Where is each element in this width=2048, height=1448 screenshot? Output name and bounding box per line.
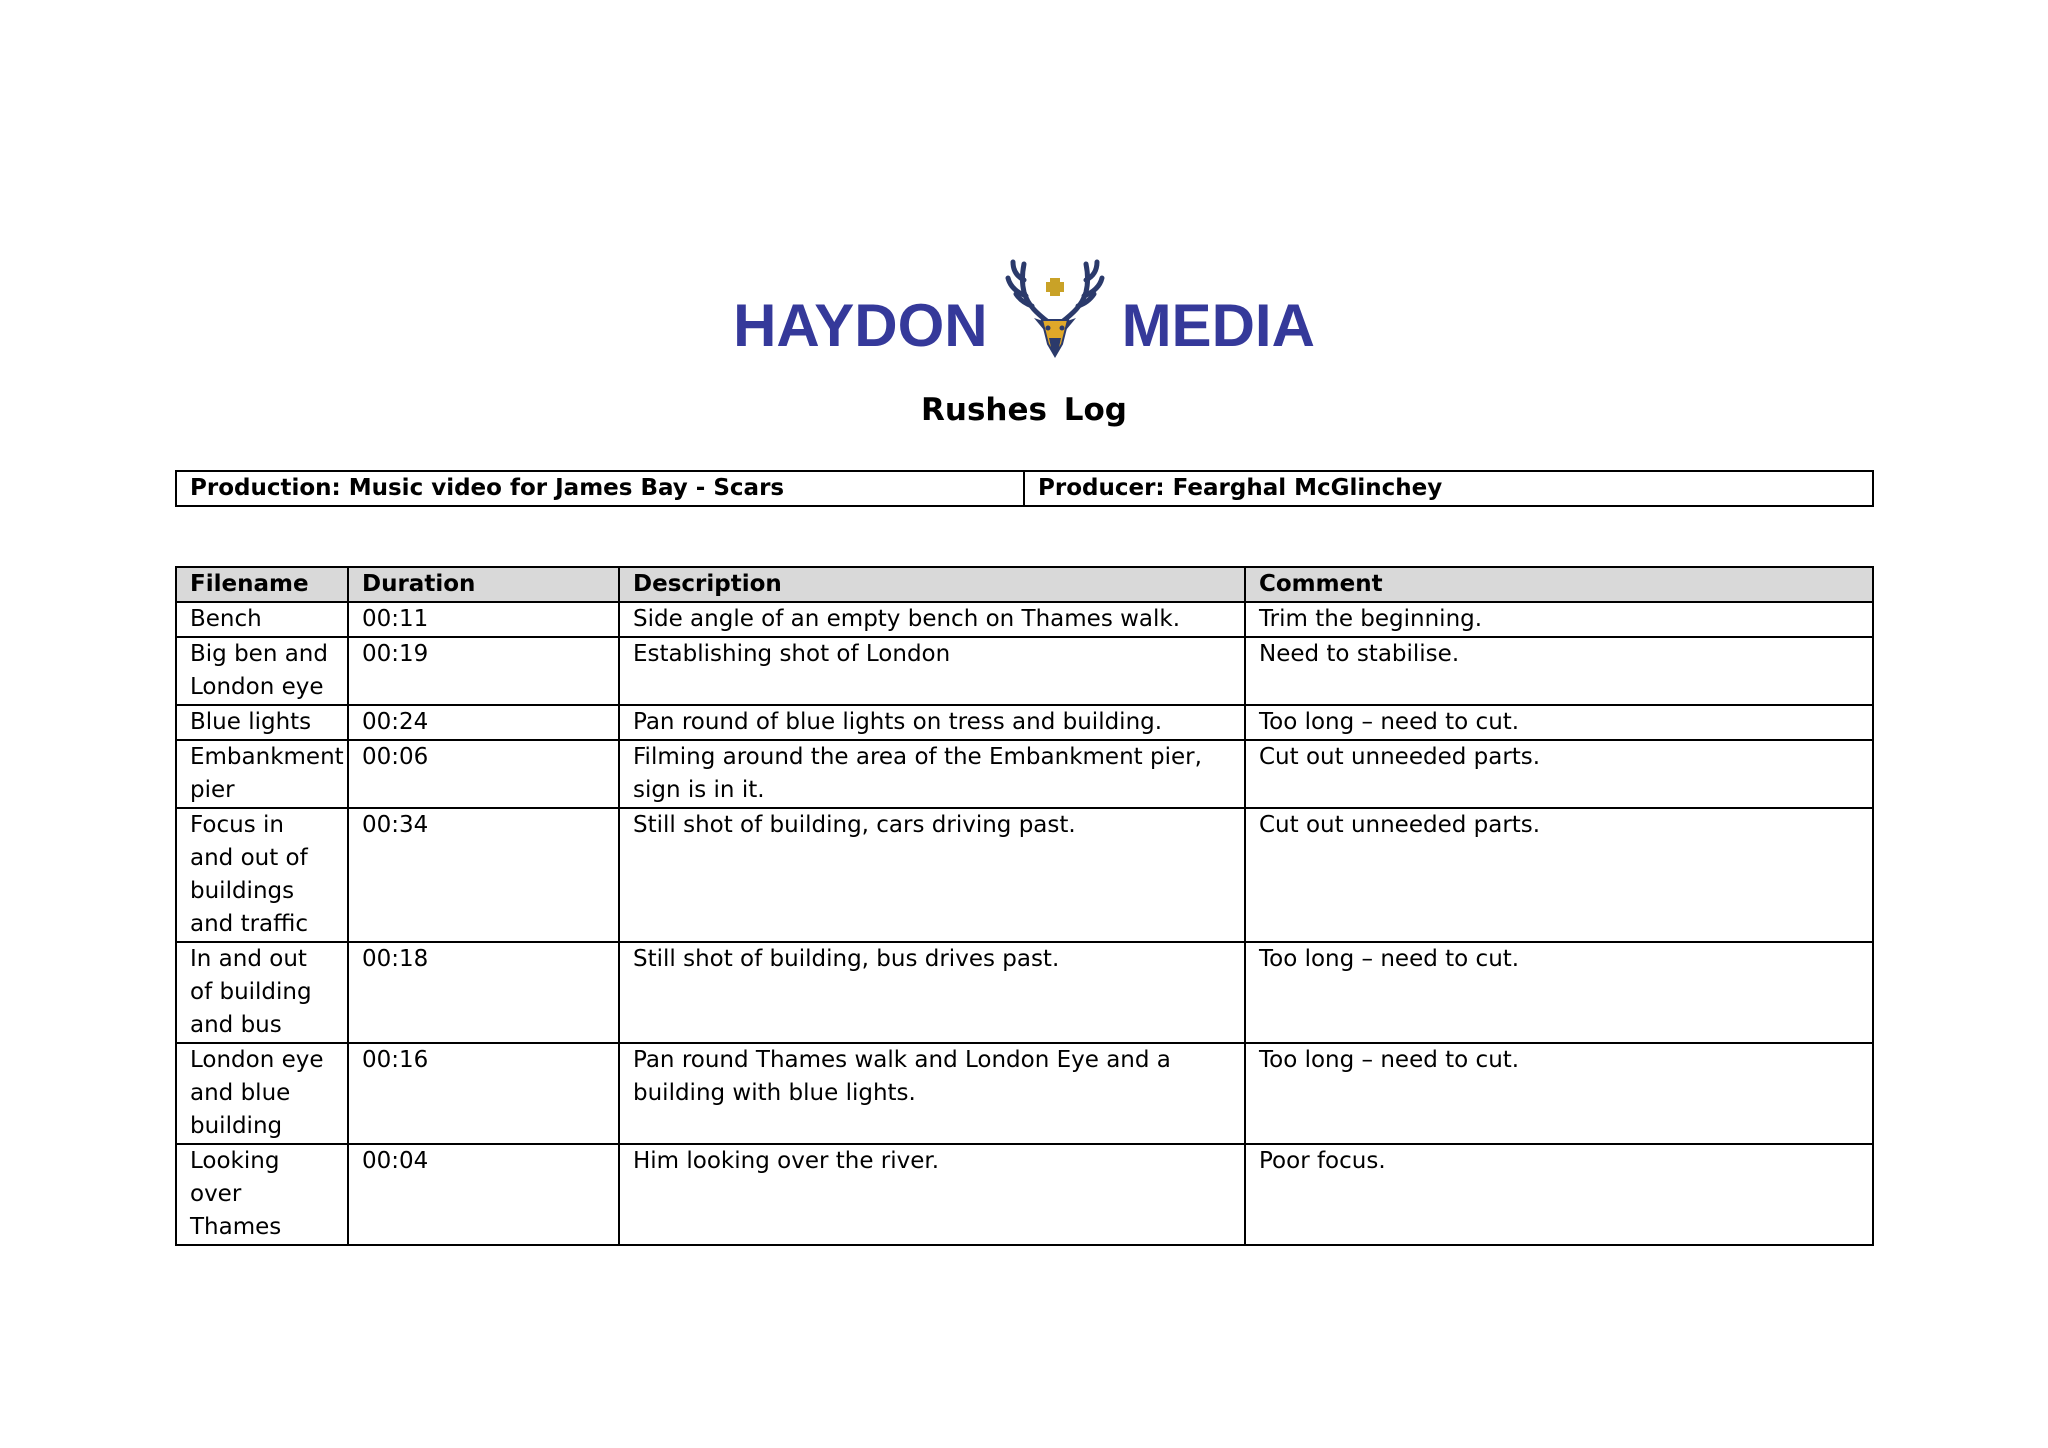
description-cell: Still shot of building, bus drives past. [619, 942, 1245, 1043]
table-row [176, 1043, 1873, 1144]
logo-text-left: HAYDON [733, 292, 988, 359]
description-cell: Filming around the area of the Embankment pier, sign is in it. [619, 740, 1245, 808]
stag-head-icon [1000, 252, 1110, 360]
table-row [176, 637, 1873, 705]
rushes-log-table [175, 566, 1874, 1246]
producer-cell: Producer: Fearghal McGlinchey [1024, 471, 1873, 506]
duration-cell: 00:11 [348, 602, 619, 637]
comment-cell: Poor focus. [1245, 1144, 1873, 1245]
duration-cell: 00:04 [348, 1144, 619, 1245]
table-row [176, 1144, 1873, 1245]
table-row [176, 740, 1873, 808]
description-cell: Still shot of building, cars driving past. [619, 808, 1245, 942]
column-header-description: Description [619, 567, 1245, 602]
duration-cell: 00:06 [348, 740, 619, 808]
filename-cell: Looking over Thames [176, 1144, 348, 1245]
duration-cell: 00:19 [348, 637, 619, 705]
production-cell: Production: Music video for James Bay - Scars [176, 471, 1024, 506]
filename-cell: Bench [176, 602, 348, 637]
duration-cell: 00:16 [348, 1043, 619, 1144]
column-header-comment: Comment [1245, 567, 1873, 602]
comment-cell: Too long – need to cut. [1245, 705, 1873, 740]
table-row [176, 705, 1873, 740]
filename-cell: In and out of building and bus [176, 942, 348, 1043]
column-header-filename: Filename [176, 567, 348, 602]
comment-cell: Cut out unneeded parts. [1245, 808, 1873, 942]
duration-cell: 00:34 [348, 808, 619, 942]
document-title: Rushes Log [921, 392, 1127, 428]
comment-cell: Too long – need to cut. [1245, 942, 1873, 1043]
logo-text-right: MEDIA [1121, 292, 1315, 359]
filename-cell: Embankment pier [176, 740, 348, 808]
filename-cell: Big ben and London eye [176, 637, 348, 705]
description-cell: Him looking over the river. [619, 1144, 1245, 1245]
description-cell: Side angle of an empty bench on Thames walk. [619, 602, 1245, 637]
table-row [176, 808, 1873, 942]
filename-cell: London eye and blue building [176, 1043, 348, 1144]
comment-cell: Trim the beginning. [1245, 602, 1873, 637]
comment-cell: Too long – need to cut. [1245, 1043, 1873, 1144]
description-cell: Establishing shot of London [619, 637, 1245, 705]
filename-cell: Focus in and out of buildings and traffic [176, 808, 348, 942]
production-info-table [175, 470, 1874, 507]
comment-cell: Need to stabilise. [1245, 637, 1873, 705]
company-logo [0, 248, 2048, 360]
description-cell: Pan round Thames walk and London Eye and a building with blue lights. [619, 1043, 1245, 1144]
comment-cell: Cut out unneeded parts. [1245, 740, 1873, 808]
duration-cell: 00:18 [348, 942, 619, 1043]
duration-cell: 00:24 [348, 705, 619, 740]
table-header-row [176, 567, 1873, 602]
table-row [176, 942, 1873, 1043]
description-cell: Pan round of blue lights on tress and building. [619, 705, 1245, 740]
table-row [176, 602, 1873, 637]
filename-cell: Blue lights [176, 705, 348, 740]
production-info-row [176, 471, 1873, 506]
column-header-duration: Duration [348, 567, 619, 602]
